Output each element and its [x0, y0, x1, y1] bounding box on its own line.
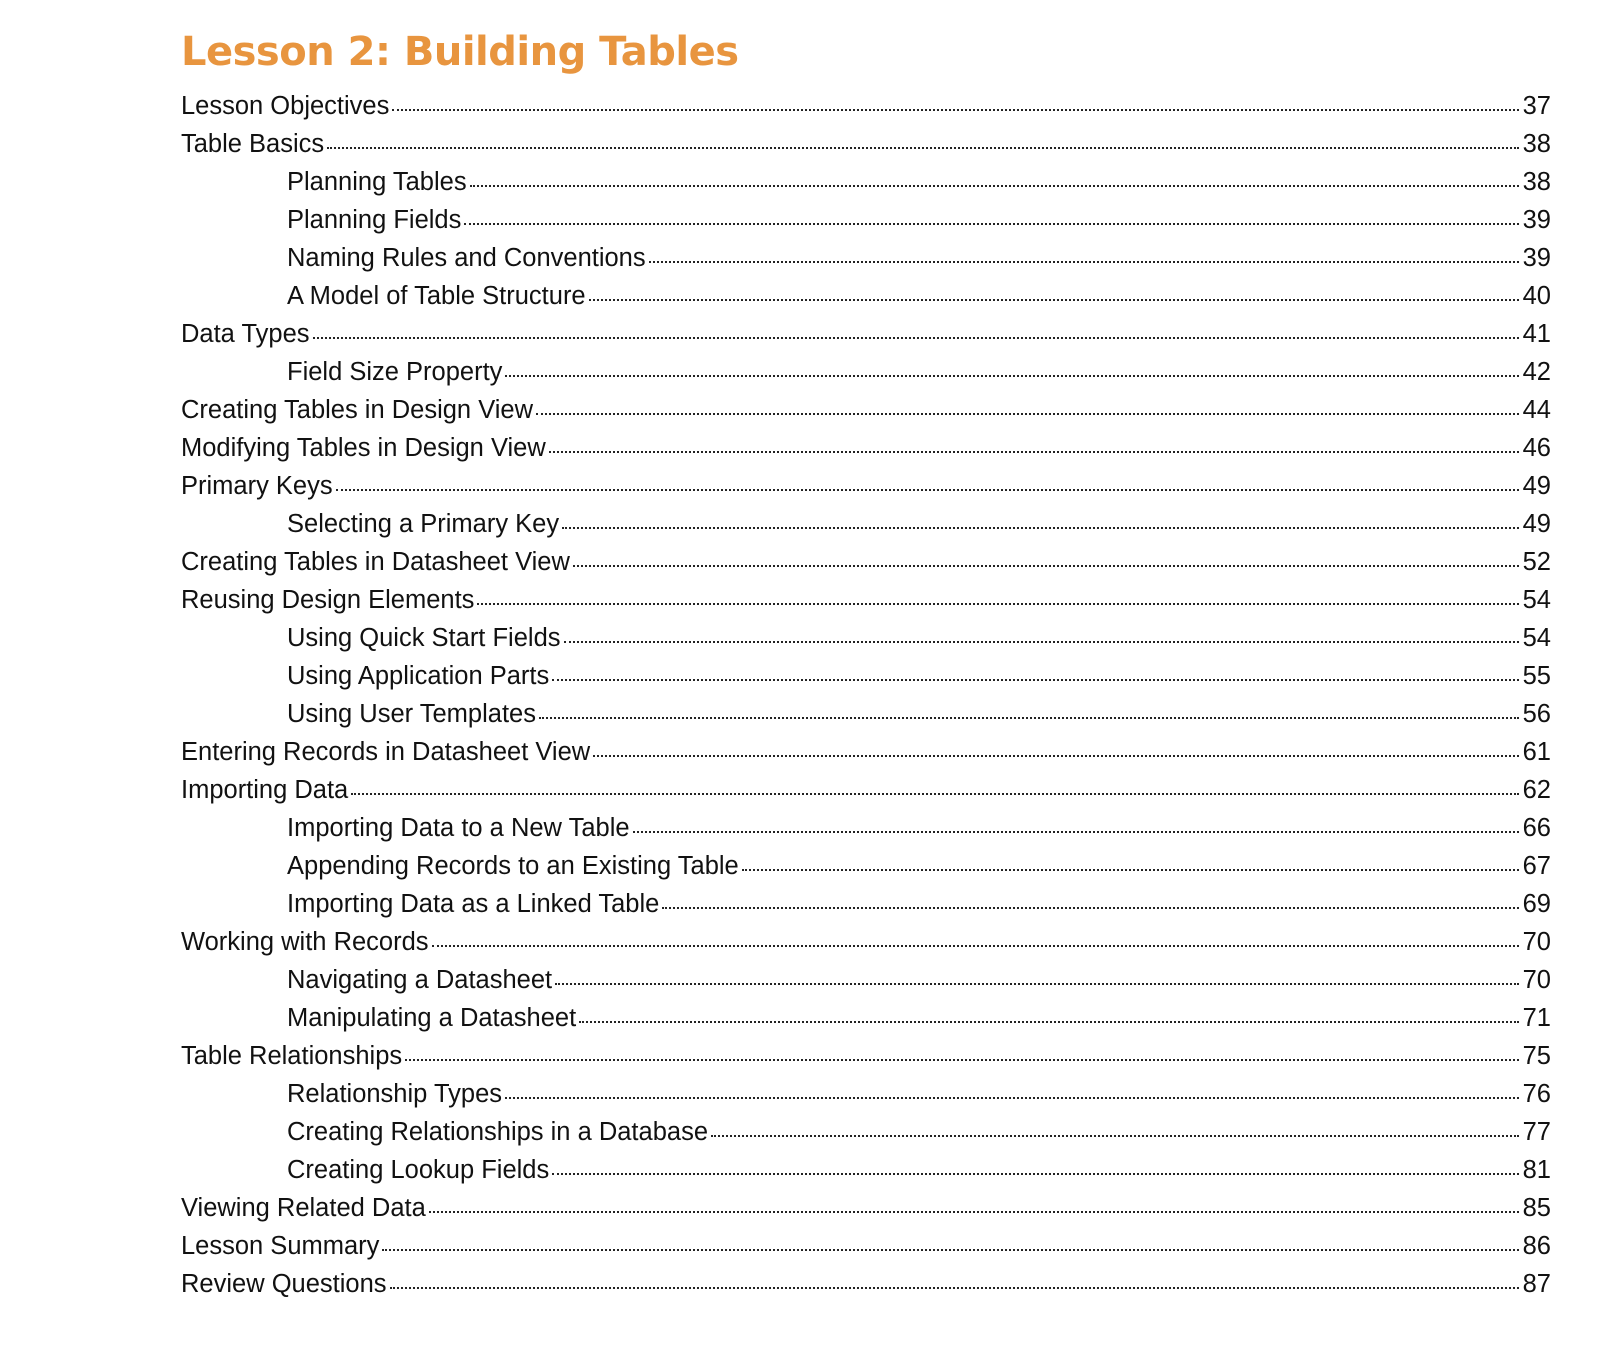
toc-page-number: 69 [1522, 890, 1551, 918]
toc-entry-label: Modifying Tables in Design View [181, 434, 546, 462]
lesson-title: Lesson 2: Building Tables [181, 29, 739, 75]
toc-page-number: 81 [1522, 1156, 1551, 1184]
toc-entry-label: Working with Records [181, 928, 429, 956]
toc-entry-label: Planning Tables [287, 168, 467, 196]
toc-page-number: 62 [1522, 776, 1551, 804]
toc-entry-label: Field Size Property [287, 358, 503, 386]
toc-page-number: 76 [1522, 1080, 1551, 1108]
toc-page-number: 40 [1522, 282, 1551, 310]
dot-leader [429, 1211, 1519, 1213]
toc-entry[interactable] [181, 125, 1551, 163]
toc-entry-label: Using Application Parts [287, 662, 550, 690]
dot-leader [313, 337, 1519, 339]
dot-leader [589, 299, 1519, 301]
toc-entry-label: Naming Rules and Conventions [287, 244, 646, 272]
toc-entry-label: Creating Relationships in a Database [287, 1118, 708, 1146]
toc-entry-label: Selecting a Primary Key [287, 510, 560, 538]
toc-entry-label: Viewing Related Data [181, 1194, 426, 1222]
toc-entry[interactable] [181, 1113, 1551, 1151]
toc-entry[interactable] [181, 809, 1551, 847]
toc-entry[interactable] [181, 1265, 1551, 1303]
toc-entry[interactable] [181, 847, 1551, 885]
dot-leader [477, 603, 1518, 605]
dot-leader [562, 527, 1519, 529]
toc-entry[interactable] [181, 1037, 1551, 1075]
dot-leader [711, 1135, 1519, 1137]
toc-entry[interactable] [181, 923, 1551, 961]
toc-entry[interactable] [181, 163, 1551, 201]
toc-page-number: 70 [1522, 928, 1551, 956]
dot-leader [555, 983, 1519, 985]
toc-entry-label: Navigating a Datasheet [287, 966, 553, 994]
dot-leader [539, 717, 1519, 719]
toc-entry-label: Creating Lookup Fields [287, 1156, 550, 1184]
dot-leader [382, 1249, 1518, 1251]
toc-entry-label: Lesson Objectives [181, 92, 390, 120]
dot-leader [536, 413, 1519, 415]
toc-entry-label: Using User Templates [287, 700, 536, 728]
toc-page-number: 87 [1522, 1270, 1551, 1298]
toc-entry[interactable] [181, 353, 1551, 391]
toc-entry[interactable] [181, 1151, 1551, 1189]
toc-page-number: 49 [1522, 510, 1551, 538]
toc-page-number: 56 [1522, 700, 1551, 728]
toc-entry-label: Lesson Summary [181, 1232, 380, 1260]
toc-entry[interactable] [181, 1227, 1551, 1265]
toc-entry[interactable] [181, 619, 1551, 657]
dot-leader [593, 755, 1518, 757]
toc-page-number: 39 [1522, 244, 1551, 272]
toc-entry[interactable] [181, 657, 1551, 695]
toc-entry-label: Manipulating a Datasheet [287, 1004, 577, 1032]
toc-page-number: 55 [1522, 662, 1551, 690]
dot-leader [505, 1097, 1519, 1099]
toc-entry[interactable] [181, 1189, 1551, 1227]
toc-page-number: 85 [1522, 1194, 1551, 1222]
dot-leader [470, 185, 1519, 187]
dot-leader [505, 375, 1518, 377]
toc-entry-label: Using Quick Start Fields [287, 624, 561, 652]
toc-entry[interactable] [181, 467, 1551, 505]
toc-entry[interactable] [181, 961, 1551, 999]
dot-leader [549, 451, 1519, 453]
toc-page-number: 39 [1522, 206, 1551, 234]
dot-leader [327, 147, 1518, 149]
toc-page-number: 86 [1522, 1232, 1551, 1260]
toc-entry-label: Appending Records to an Existing Table [287, 852, 739, 880]
toc-entry[interactable] [181, 1075, 1551, 1113]
dot-leader [742, 869, 1519, 871]
toc-entry[interactable] [181, 429, 1551, 467]
toc-entry[interactable] [181, 315, 1551, 353]
toc-entry[interactable] [181, 885, 1551, 923]
toc-list [181, 87, 1551, 1303]
toc-page-number: 75 [1522, 1042, 1551, 1070]
toc-page-number: 38 [1522, 168, 1551, 196]
toc-page-number: 71 [1522, 1004, 1551, 1032]
toc-page-number: 46 [1522, 434, 1551, 462]
dot-leader [633, 831, 1519, 833]
dot-leader [351, 793, 1518, 795]
dot-leader [552, 1173, 1518, 1175]
dot-leader [649, 261, 1519, 263]
toc-entry-label: Importing Data as a Linked Table [287, 890, 660, 918]
toc-page-number: 54 [1522, 624, 1551, 652]
toc-entry[interactable] [181, 581, 1551, 619]
toc-page-number: 67 [1522, 852, 1551, 880]
toc-entry[interactable] [181, 999, 1551, 1037]
toc-entry-label: Review Questions [181, 1270, 387, 1298]
dot-leader [573, 565, 1519, 567]
toc-entry-label: Reusing Design Elements [181, 586, 475, 614]
toc-page-number: 66 [1522, 814, 1551, 842]
toc-page-number: 42 [1522, 358, 1551, 386]
toc-entry-label: Table Basics [181, 130, 325, 158]
dot-leader [432, 945, 1519, 947]
dot-leader [579, 1021, 1518, 1023]
toc-page-number: 52 [1522, 548, 1551, 576]
toc-entry-label: Table Relationships [181, 1042, 403, 1070]
toc-page-number: 77 [1522, 1118, 1551, 1146]
dot-leader [392, 109, 1518, 111]
toc-entry[interactable] [181, 771, 1551, 809]
toc-page-number: 41 [1522, 320, 1551, 348]
toc-entry[interactable] [181, 733, 1551, 771]
dot-leader [336, 489, 1519, 491]
toc-page-number: 54 [1522, 586, 1551, 614]
dot-leader [464, 223, 1518, 225]
toc-page-number: 38 [1522, 130, 1551, 158]
toc-entry-label: Importing Data to a New Table [287, 814, 630, 842]
toc-entry-label: Planning Fields [287, 206, 462, 234]
toc-page [181, 22, 1551, 1303]
dot-leader [662, 907, 1518, 909]
toc-entry-label: Relationship Types [287, 1080, 502, 1108]
dot-leader [564, 641, 1519, 643]
toc-entry-label: Data Types [181, 320, 310, 348]
toc-entry[interactable] [181, 277, 1551, 315]
toc-entry-label: Creating Tables in Design View [181, 396, 534, 424]
toc-entry[interactable] [181, 695, 1551, 733]
toc-page-number: 37 [1522, 92, 1551, 120]
toc-entry[interactable] [181, 87, 1551, 125]
dot-leader [405, 1059, 1518, 1061]
toc-page-number: 44 [1522, 396, 1551, 424]
toc-entry[interactable] [181, 239, 1551, 277]
toc-entry[interactable] [181, 391, 1551, 429]
toc-entry[interactable] [181, 505, 1551, 543]
toc-entry[interactable] [181, 201, 1551, 239]
toc-entry[interactable] [181, 543, 1551, 581]
toc-entry-label: A Model of Table Structure [287, 282, 586, 310]
toc-entry-label: Importing Data [181, 776, 349, 804]
toc-entry-label: Primary Keys [181, 472, 333, 500]
toc-page-number: 49 [1522, 472, 1551, 500]
dot-leader [390, 1287, 1519, 1289]
toc-page-number: 61 [1522, 738, 1551, 766]
toc-page-number: 70 [1522, 966, 1551, 994]
toc-entry-label: Entering Records in Datasheet View [181, 738, 591, 766]
toc-entry-label: Creating Tables in Datasheet View [181, 548, 570, 576]
dot-leader [552, 679, 1518, 681]
